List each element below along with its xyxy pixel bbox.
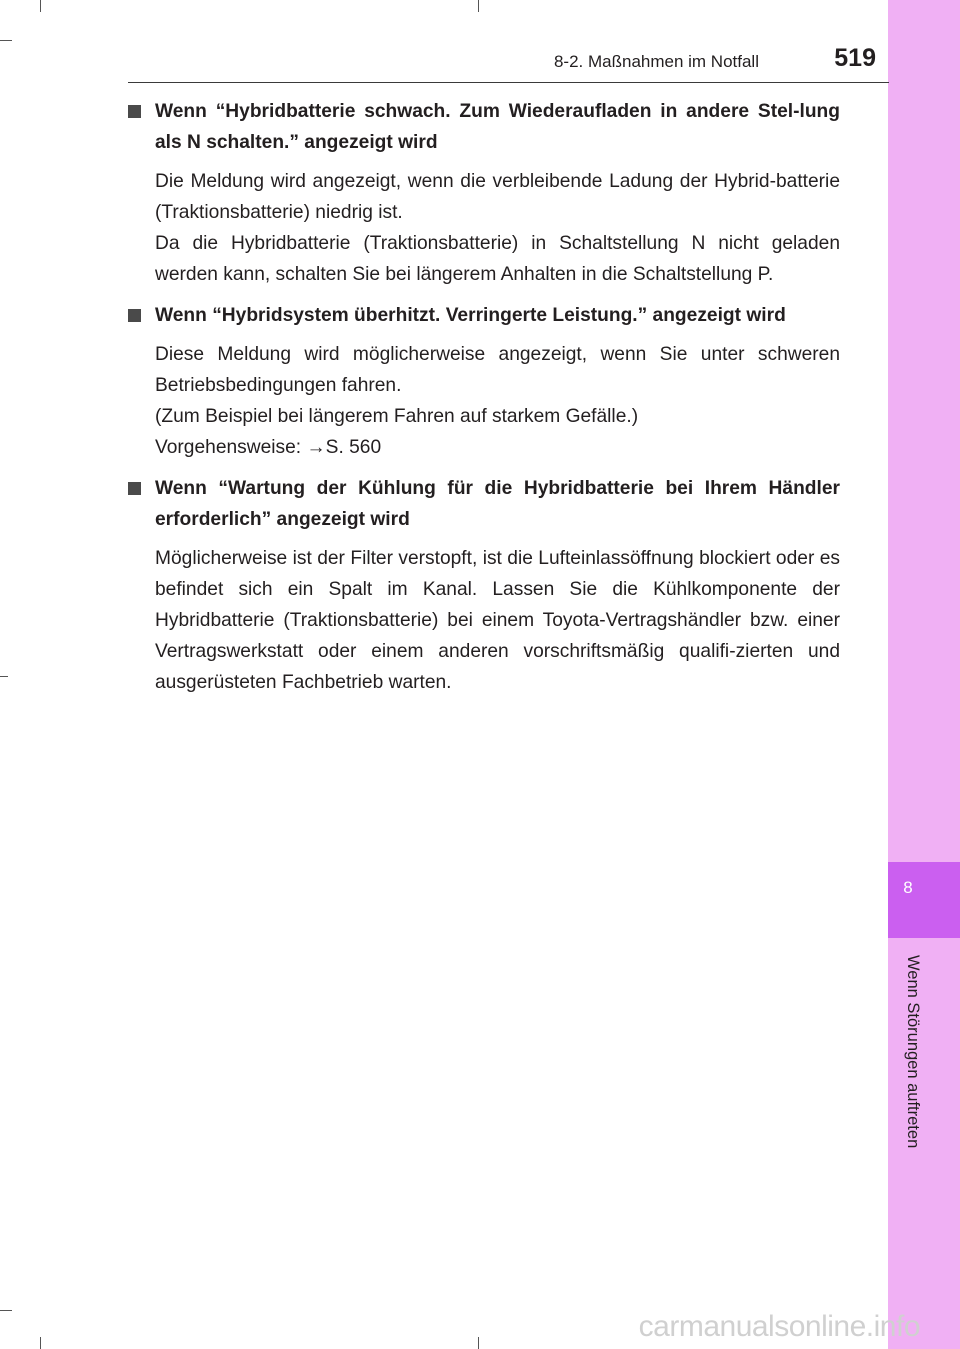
section-body — [128, 339, 840, 463]
paragraph: Möglicherweise ist der Filter verstopft, ist die Lufteinlassöffnung blockiert oder es befindet sich ein Spalt im Kanal. Lassen Sie die Kühlkomponente der Hybridbatterie (Traktionsbatterie) bei einem Toyota-Vertragshändler bzw. einer Vertragswerkstatt oder einem anderen vorschriftsmäßig qualifi-zierten und ausgerüsteten Fachbetrieb warten. — [155, 548, 840, 693]
crop-mark — [40, 0, 41, 12]
side-tab — [888, 0, 960, 1349]
section-body — [128, 166, 840, 290]
chapter-label: Wenn Störungen auftreten — [904, 955, 922, 1149]
heading-text: Wenn “Hybridsystem überhitzt. Verringerte Leistung.” angezeigt wird — [155, 305, 786, 326]
section-body — [128, 543, 840, 698]
section-heading — [128, 300, 840, 331]
square-bullet-icon — [128, 482, 141, 495]
section-battery-low — [128, 96, 840, 290]
paragraph: Da die Hybridbatterie (Traktionsbatterie) in Schaltstellung N nicht geladen werden kann, schalten Sie bei längerem Anhalten in die Schaltstellung P. — [155, 233, 840, 285]
crop-mark — [0, 40, 12, 41]
crop-mark — [0, 1310, 12, 1311]
crop-mark — [0, 676, 8, 677]
section-cooling-maintenance — [128, 473, 840, 698]
watermark: carmanualsonline.info — [638, 1310, 920, 1343]
main-content — [128, 96, 840, 708]
heading-text: Wenn “Wartung der Kühlung für die Hybridbatterie bei Ihrem Händler erforderlich” angezeigt wird — [155, 478, 840, 530]
square-bullet-icon — [128, 105, 141, 118]
heading-text: Wenn “Hybridbatterie schwach. Zum Wiederaufladen in andere Stel-lung als N schalten.” angezeigt wird — [155, 101, 840, 153]
crop-mark — [478, 1337, 479, 1349]
crop-mark — [40, 1337, 41, 1349]
paragraph: Die Meldung wird angezeigt, wenn die verbleibende Ladung der Hybrid-batterie (Traktionsbatterie) niedrig ist. — [155, 171, 840, 223]
procedure-reference: Vorgehensweise: →S. 560 — [155, 437, 382, 458]
section-system-overheated — [128, 300, 840, 463]
page-number: 519 — [834, 44, 876, 72]
paragraph: (Zum Beispiel bei längerem Fahren auf starkem Gefälle.) — [155, 406, 639, 427]
header-rule — [128, 82, 889, 83]
square-bullet-icon — [128, 309, 141, 322]
chapter-number: 8 — [903, 878, 913, 897]
section-title: 8-2. Maßnahmen im Notfall — [553, 52, 759, 71]
paragraph: Diese Meldung wird möglicherweise angezeigt, wenn Sie unter schweren Betriebsbedingungen fahren. — [155, 344, 840, 396]
crop-mark — [478, 0, 479, 12]
section-heading — [128, 96, 840, 158]
side-tab-active-chapter — [888, 862, 960, 938]
section-heading — [128, 473, 840, 535]
